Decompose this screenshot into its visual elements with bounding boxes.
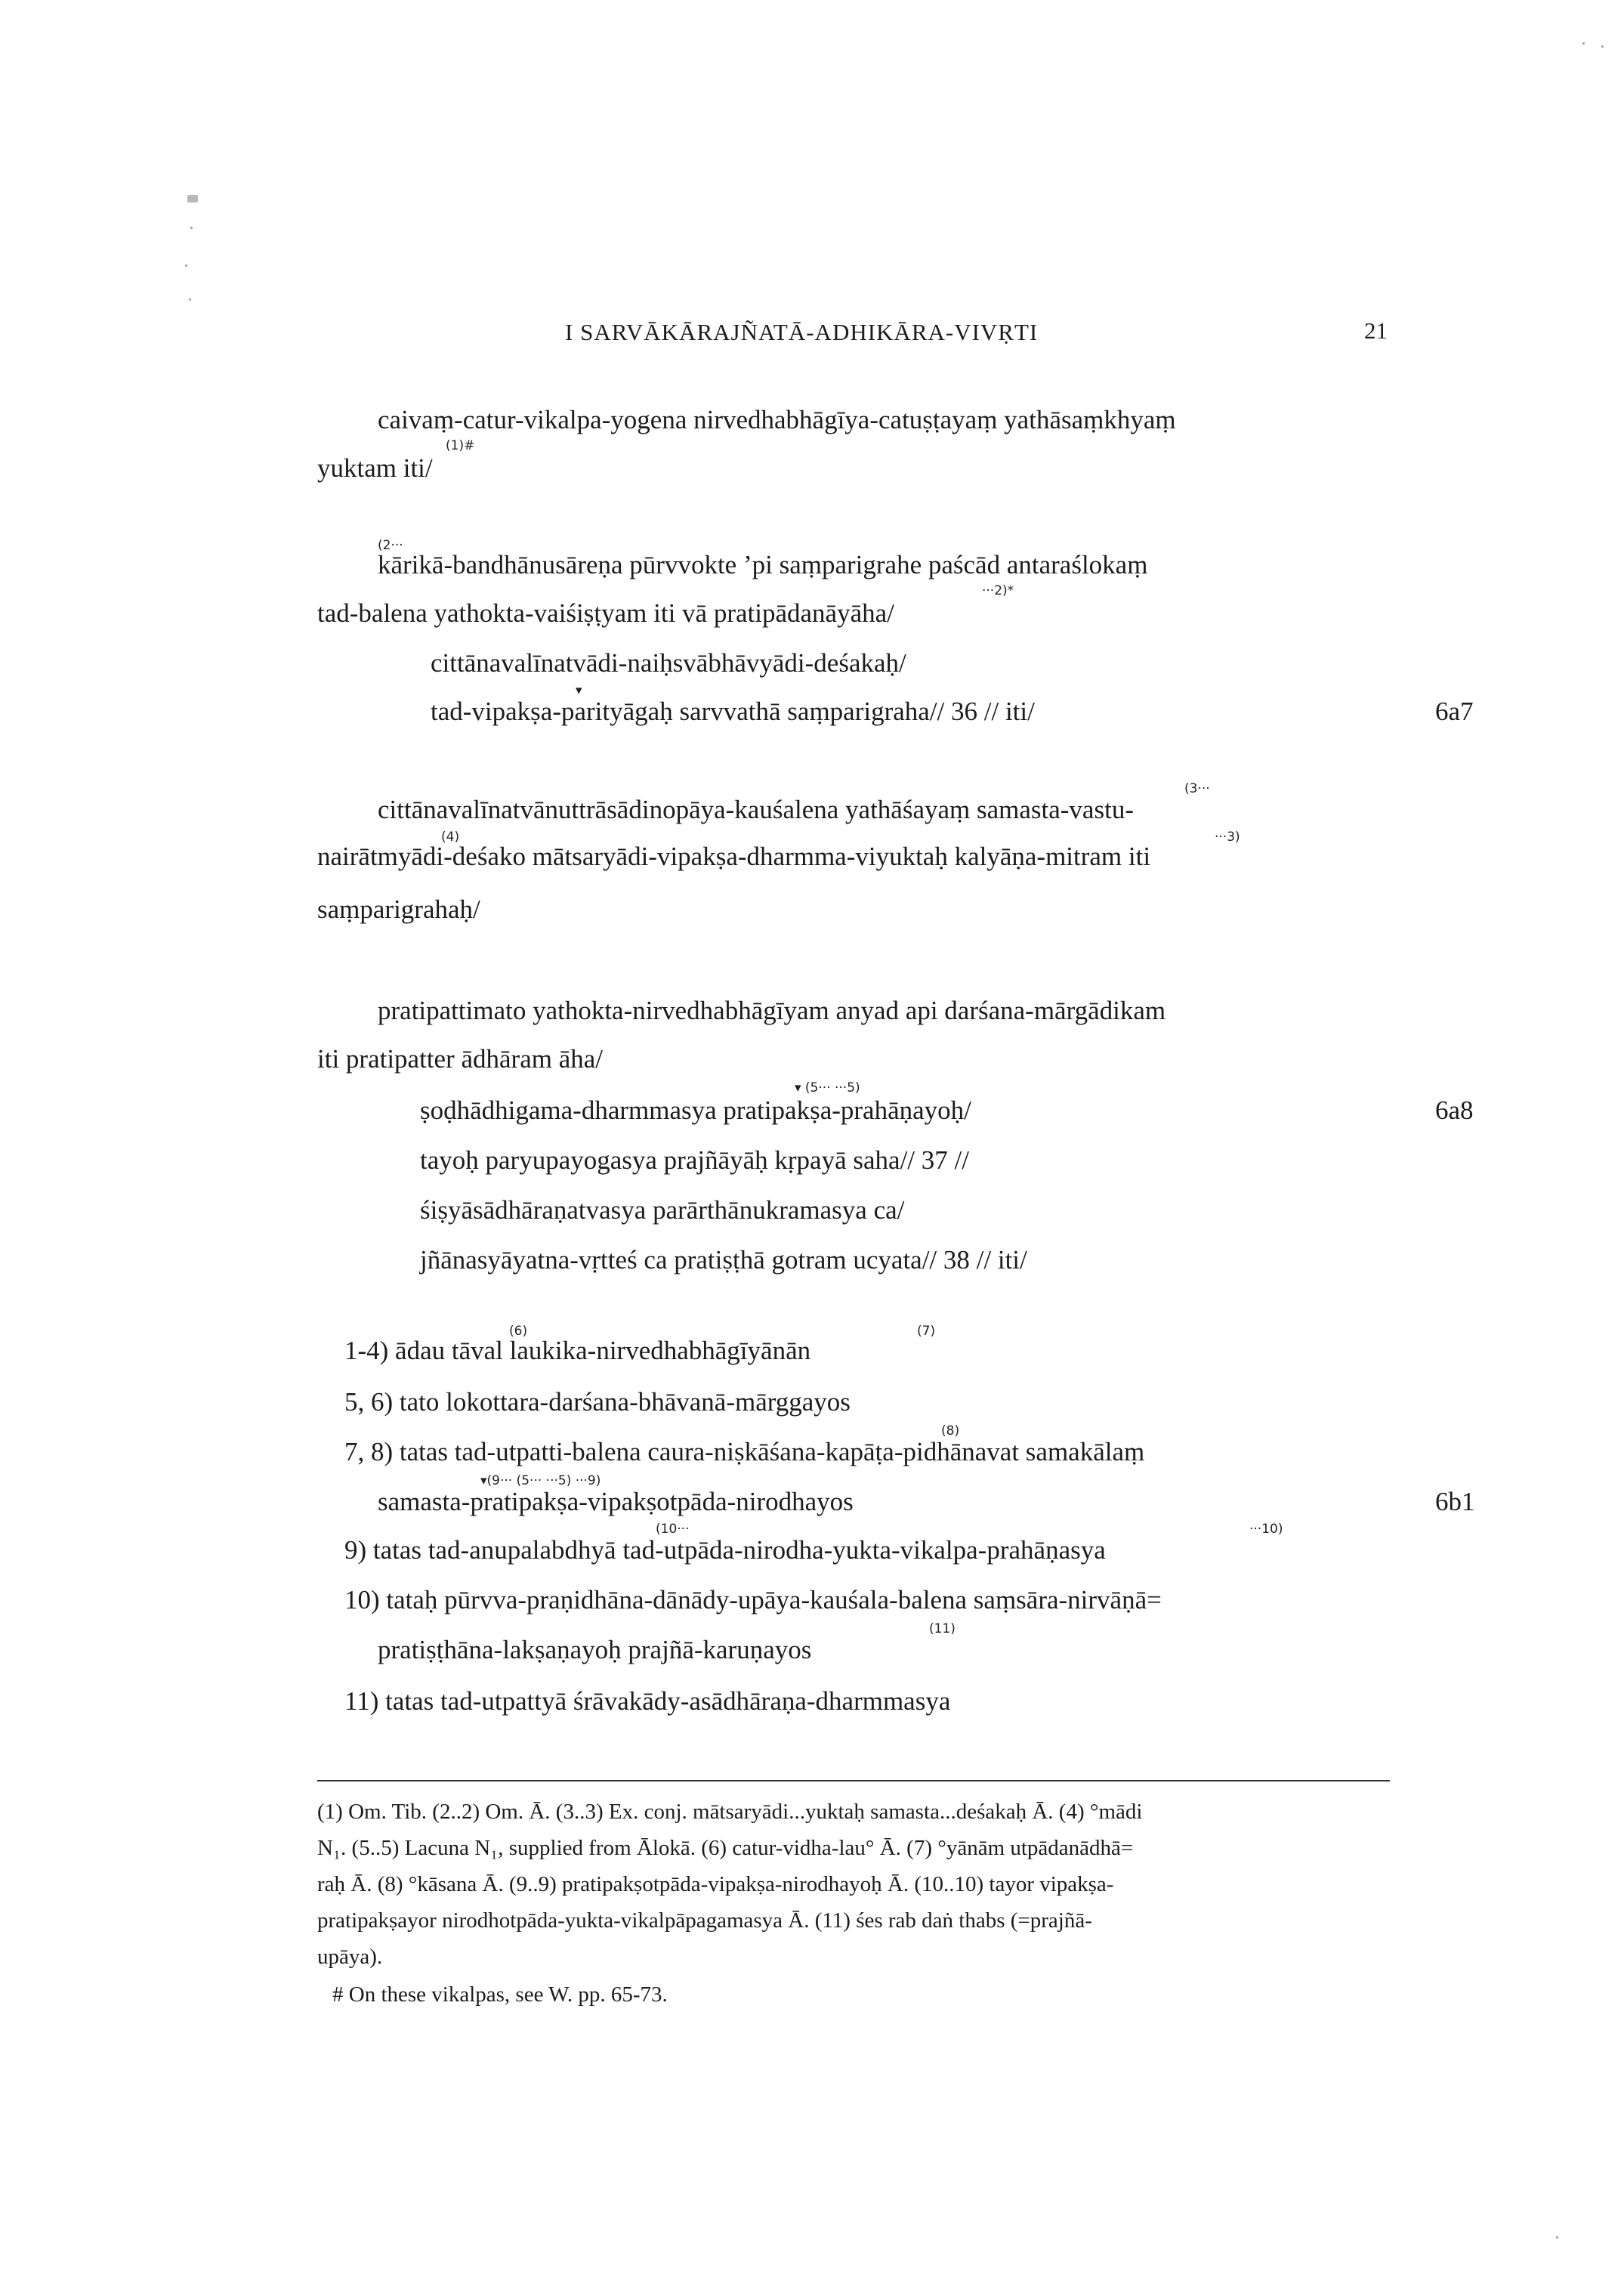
footnote-marker: (6) <box>509 1324 528 1339</box>
footnote-marker: (2··· <box>378 538 403 553</box>
scan-speck <box>1556 2236 1558 2239</box>
body-line: tad-balena yathokta-vaiśiṣṭyam iti vā pratipādanāyāha/ <box>317 598 894 628</box>
footnote-marker: ···3) <box>1215 830 1240 845</box>
verse-line: ṣoḍhādhigama-dharmmasya pratipakṣa-prahāṇayoḥ/ <box>420 1095 971 1125</box>
scan-speck <box>1582 42 1585 45</box>
footnote-line: # On these vikalpas, see W. pp. 65-73. <box>332 1982 668 2007</box>
scan-speck <box>189 298 191 301</box>
scan-speck <box>1601 45 1604 48</box>
body-line: caivaṃ-catur-vikalpa-yogena nirvedhabhāgīya-catuṣṭayaṃ yathāsaṃkhyaṃ <box>378 405 1176 434</box>
verse-line: cittānavalīnatvādi-naiḥsvābhāvyādi-deśakaḥ/ <box>431 648 906 678</box>
footnote-marker: (11) <box>929 1621 956 1636</box>
verse-line: tad-vipakṣa-parityāgaḥ sarvvathā saṃparigraha// 36 // iti/ <box>431 697 1035 726</box>
body-line: iti pratipatter ādhāram āha/ <box>317 1044 604 1074</box>
list-item-continuation: pratiṣṭhāna-lakṣaṇayoḥ prajñā-karuṇayos <box>378 1635 812 1664</box>
scan-speck <box>187 195 198 202</box>
footnote-marker: (10··· <box>656 1522 690 1537</box>
body-line: nairātmyādi-deśako mātsaryādi-vipakṣa-dharmma-viyuktaḥ kalyāṇa-mitram iti <box>317 842 1151 871</box>
scan-speck <box>190 227 193 229</box>
body-line: yuktam iti/ <box>317 453 433 483</box>
list-item: 5, 6) tato lokottara-darśana-bhāvanā-mārggayos <box>344 1387 851 1417</box>
folio-reference: 6a8 <box>1435 1095 1474 1125</box>
insertion-mark: ▾ <box>576 683 582 698</box>
running-title: I SARVĀKĀRAJÑATĀ-ADHIKĀRA-VIVṚTI <box>565 319 1039 345</box>
list-item: 11) tatas tad-utpattyā śrāvakādy-asādhāraṇa-dharmmasya <box>344 1686 951 1716</box>
footnote-marker: ▾(9··· (5··· ···5) ···9) <box>480 1473 601 1488</box>
footnote-line: raḥ Ā. (8) °kāsana Ā. (9..9) pratipakṣotpāda-vipakṣa-nirodhayoḥ Ā. (10..10) tayor vipakṣa- <box>317 1872 1114 1896</box>
footnote-marker: ···10) <box>1249 1522 1283 1537</box>
footnote-rule <box>317 1780 1390 1781</box>
body-line: saṃparigrahaḥ/ <box>317 895 480 924</box>
footnote-line: pratipakṣayor nirodhotpāda-yukta-vikalpāpagamasya Ā. (11) śes rab daṅ thabs (=prajñā- <box>317 1908 1092 1933</box>
list-item: 10) tataḥ pūrvva-praṇidhāna-dānādy-upāya-kauśala-balena saṃsāra-nirvāṇā= <box>344 1585 1162 1615</box>
list-item: 1-4) ādau tāval laukika-nirvedhabhāgīyānān <box>344 1336 811 1365</box>
scan-speck <box>185 264 187 267</box>
footnote-marker: ▾ (5··· ···5) <box>795 1080 860 1095</box>
footnote-marker: (8) <box>941 1423 960 1438</box>
footnote-line: N₁. (5..5) Lacuna N₁, supplied from Ālokā. (6) catur-vidha-lau° Ā. (7) °yānām utpādanādhā= <box>317 1836 1134 1860</box>
folio-reference: 6a7 <box>1435 697 1474 726</box>
footnote-line: upāya). <box>317 1945 383 1969</box>
verse-line: jñānasyāyatna-vṛtteś ca pratiṣṭhā gotram ucyata// 38 // iti/ <box>420 1245 1027 1275</box>
footnote-marker: (3··· <box>1184 781 1210 796</box>
verse-line: tayoḥ paryupayogasya prajñāyāḥ kṛpayā saha// 37 // <box>420 1145 969 1175</box>
footnote-marker: (1)# <box>446 438 475 453</box>
list-item: 9) tatas tad-anupalabdhyā tad-utpāda-nirodha-yukta-vikalpa-prahāṇasya <box>344 1535 1106 1565</box>
page-number: 21 <box>1364 317 1388 344</box>
list-item-continuation: samasta-pratipakṣa-vipakṣotpāda-nirodhayos <box>378 1487 854 1516</box>
footnote-marker: (4) <box>441 830 460 845</box>
body-line: cittānavalīnatvānuttrāsādinopāya-kauśalena yathāśayaṃ samasta-vastu- <box>378 795 1134 824</box>
list-item: 7, 8) tatas tad-utpatti-balena caura-niṣkāśana-kapāṭa-pidhānavat samakālaṃ <box>344 1437 1145 1466</box>
footnote-marker: ···2)* <box>982 583 1014 598</box>
footnote-line: (1) Om. Tib. (2..2) Om. Ā. (3..3) Ex. conj. mātsaryādi...yuktaḥ samasta...deśakaḥ Ā. (4) °mādi <box>317 1800 1143 1824</box>
body-line: kārikā-bandhānusāreṇa pūrvvokte ’pi saṃparigrahe paścād antaraślokaṃ <box>378 550 1148 579</box>
folio-reference: 6b1 <box>1435 1487 1475 1516</box>
verse-line: śiṣyāsādhāraṇatvasya parārthānukramasya ca/ <box>420 1195 905 1225</box>
body-line: pratipattimato yathokta-nirvedhabhāgīyam anyad api darśana-mārgādikam <box>378 996 1166 1025</box>
footnote-marker: (7) <box>917 1324 936 1339</box>
